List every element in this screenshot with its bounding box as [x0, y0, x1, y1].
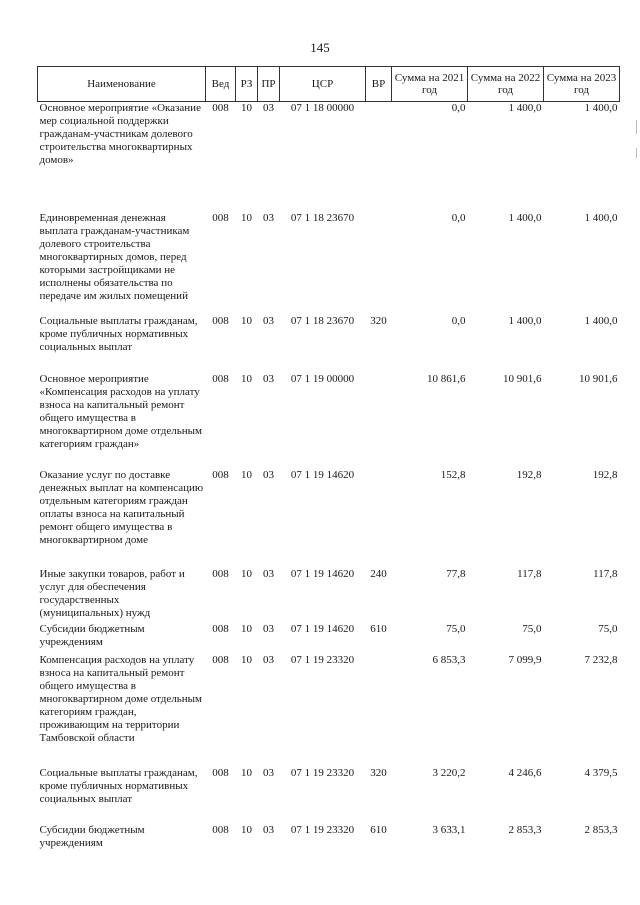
- row-rz: 10: [241, 372, 252, 385]
- row-sum-2023: 7 232,8: [584, 653, 618, 666]
- row-sum-2022: 117,8: [517, 567, 542, 580]
- table-row: [38, 623, 620, 654]
- row-sum-2022: 7 099,9: [508, 653, 542, 666]
- row-sum-2022: 1 400,0: [508, 102, 542, 114]
- row-pr: 03: [263, 468, 274, 481]
- row-sum-2022: 192,8: [516, 468, 542, 481]
- header-sum-2022: Сумма на 2022 год: [468, 67, 544, 102]
- row-pr: 03: [263, 372, 274, 385]
- row-ved: 008: [212, 314, 229, 327]
- row-sum-2021: 3 220,2: [432, 766, 466, 779]
- row-sum-2021: 0,0: [451, 211, 466, 224]
- row-name: Основное мероприятие «Компенсация расходов на уплату взноса на капитальный ремонт общего имущества в многоквартирном доме отдельным категориям граждан»: [39, 372, 203, 450]
- row-sum-2023: 2 853,3: [584, 823, 618, 836]
- table-row: [38, 212, 620, 315]
- page-number: 145: [310, 40, 330, 55]
- row-name: Оказание услуг по доставке денежных выплат на компенсацию отдельным категориям граждан оплаты взноса на капитальный ремонт общего имущества в многоквартирном доме: [39, 468, 204, 546]
- row-sum-2021: 75,0: [446, 622, 466, 635]
- row-sum-2023: 1 400,0: [584, 211, 618, 224]
- row-csr: 07 1 19 00000: [290, 372, 355, 385]
- row-sum-2023: 4 379,5: [584, 766, 618, 779]
- row-rz: 10: [241, 653, 252, 666]
- header-vr: ВР: [366, 67, 392, 102]
- row-vr: 320: [370, 766, 387, 779]
- row-name: Компенсация расходов на уплату взноса на капитальный ремонт общего имущества в многоквартирном доме отдельным категориям граждан, проживающим на территории Тамбовской области: [39, 653, 203, 744]
- header-sum-2021: Сумма на 2021 год: [392, 67, 468, 102]
- row-csr: 07 1 18 23670: [290, 211, 355, 224]
- header-pr: ПР: [258, 67, 280, 102]
- row-pr: 03: [263, 211, 274, 224]
- row-sum-2022: 1 400,0: [508, 211, 542, 224]
- table-header-row: [38, 67, 620, 102]
- row-vr: 610: [370, 622, 387, 635]
- header-sum-2023: Сумма на 2023 год: [544, 67, 620, 102]
- row-sum-2023: 1 400,0: [584, 102, 618, 114]
- row-pr: 03: [263, 653, 274, 666]
- row-ved: 008: [212, 766, 229, 779]
- header-rz: РЗ: [236, 67, 258, 102]
- row-pr: 03: [263, 823, 274, 836]
- row-vr: [366, 212, 392, 315]
- row-ved: 008: [212, 468, 229, 481]
- row-rz: 10: [241, 468, 252, 481]
- row-pr: 03: [263, 567, 274, 580]
- row-ved: 008: [212, 622, 229, 635]
- row-pr: 03: [263, 622, 274, 635]
- row-vr: [366, 469, 392, 568]
- scan-mark: [636, 148, 637, 158]
- row-sum-2022: 1 400,0: [508, 314, 542, 327]
- table-row: [38, 373, 620, 469]
- row-rz: 10: [241, 823, 252, 836]
- row-vr: 610: [370, 823, 387, 836]
- row-name: Социальные выплаты гражданам, кроме публичных нормативных социальных выплат: [39, 314, 198, 353]
- row-sum-2021: 152,8: [440, 468, 466, 481]
- budget-table: [37, 66, 620, 864]
- table-row: [38, 102, 620, 212]
- row-csr: 07 1 19 23320: [290, 766, 355, 779]
- row-sum-2021: 10 861,6: [427, 372, 466, 385]
- row-ved: 008: [212, 823, 229, 836]
- row-rz: 10: [241, 766, 252, 779]
- row-sum-2021: 77,8: [446, 567, 466, 580]
- row-csr: 07 1 19 14620: [290, 622, 355, 635]
- row-ved: 008: [212, 567, 229, 580]
- row-ved: 008: [212, 211, 229, 224]
- row-csr: 07 1 19 14620: [290, 567, 355, 580]
- row-name: Субсидии бюджетным учреждениям: [39, 823, 145, 849]
- row-sum-2021: 6 853,3: [432, 653, 466, 666]
- row-rz: 10: [241, 211, 252, 224]
- row-name: Единовременная денежная выплата гражданам-участникам долевого строительства многоквартирных домов, перед которыми застройщиками не исполнены обязательства по передаче им жилых помещений: [39, 211, 190, 302]
- row-vr: [366, 102, 392, 212]
- row-sum-2021: 0,0: [451, 314, 466, 327]
- scan-mark: [636, 120, 637, 134]
- row-ved: 008: [212, 653, 229, 666]
- row-sum-2023: 1 400,0: [584, 314, 618, 327]
- row-sum-2022: 75,0: [522, 622, 542, 635]
- table-body: [38, 102, 620, 864]
- row-vr: [366, 373, 392, 469]
- row-vr: [366, 654, 392, 767]
- row-csr: 07 1 19 14620: [290, 468, 355, 481]
- row-rz: 10: [241, 314, 252, 327]
- row-sum-2022: 2 853,3: [508, 823, 542, 836]
- row-sum-2023: 10 901,6: [579, 372, 618, 385]
- row-ved: 008: [212, 102, 229, 114]
- row-rz: 10: [241, 622, 252, 635]
- table-row: [38, 767, 620, 824]
- row-csr: 07 1 19 23320: [290, 823, 355, 836]
- row-pr: 03: [263, 314, 274, 327]
- row-sum-2023: 192,8: [592, 468, 618, 481]
- row-sum-2021: 3 633,1: [432, 823, 466, 836]
- row-vr: 240: [370, 567, 387, 580]
- row-sum-2021: 0,0: [451, 102, 466, 114]
- row-sum-2023: 117,8: [593, 567, 618, 580]
- row-csr: 07 1 19 23320: [290, 653, 355, 666]
- header-ved: Вед: [206, 67, 236, 102]
- table-row: [38, 654, 620, 767]
- header-csr: ЦСР: [280, 67, 366, 102]
- header-name: Наименование: [38, 67, 206, 102]
- row-name: Социальные выплаты гражданам, кроме публичных нормативных социальных выплат: [39, 766, 198, 805]
- row-name: Субсидии бюджетным учреждениям: [39, 622, 145, 648]
- row-pr: 03: [263, 102, 274, 114]
- row-rz: 10: [241, 567, 252, 580]
- row-name: Основное мероприятие «Оказание мер социальной поддержки гражданам-участникам долевого строительства многоквартирных домов»: [39, 102, 201, 166]
- row-sum-2022: 10 901,6: [503, 372, 542, 385]
- row-sum-2022: 4 246,6: [508, 766, 542, 779]
- row-rz: 10: [241, 102, 252, 114]
- table-row: [38, 568, 620, 623]
- row-sum-2023: 75,0: [598, 622, 618, 635]
- row-csr: 07 1 18 23670: [290, 314, 355, 327]
- row-ved: 008: [212, 372, 229, 385]
- row-name: Иные закупки товаров, работ и услуг для обеспечения государственных (муниципальных) нужд: [39, 567, 185, 619]
- table-row: [38, 315, 620, 373]
- table-row: [38, 824, 620, 864]
- table-row: [38, 469, 620, 568]
- row-csr: 07 1 18 00000: [290, 102, 355, 114]
- row-vr: 320: [370, 314, 387, 327]
- row-pr: 03: [263, 766, 274, 779]
